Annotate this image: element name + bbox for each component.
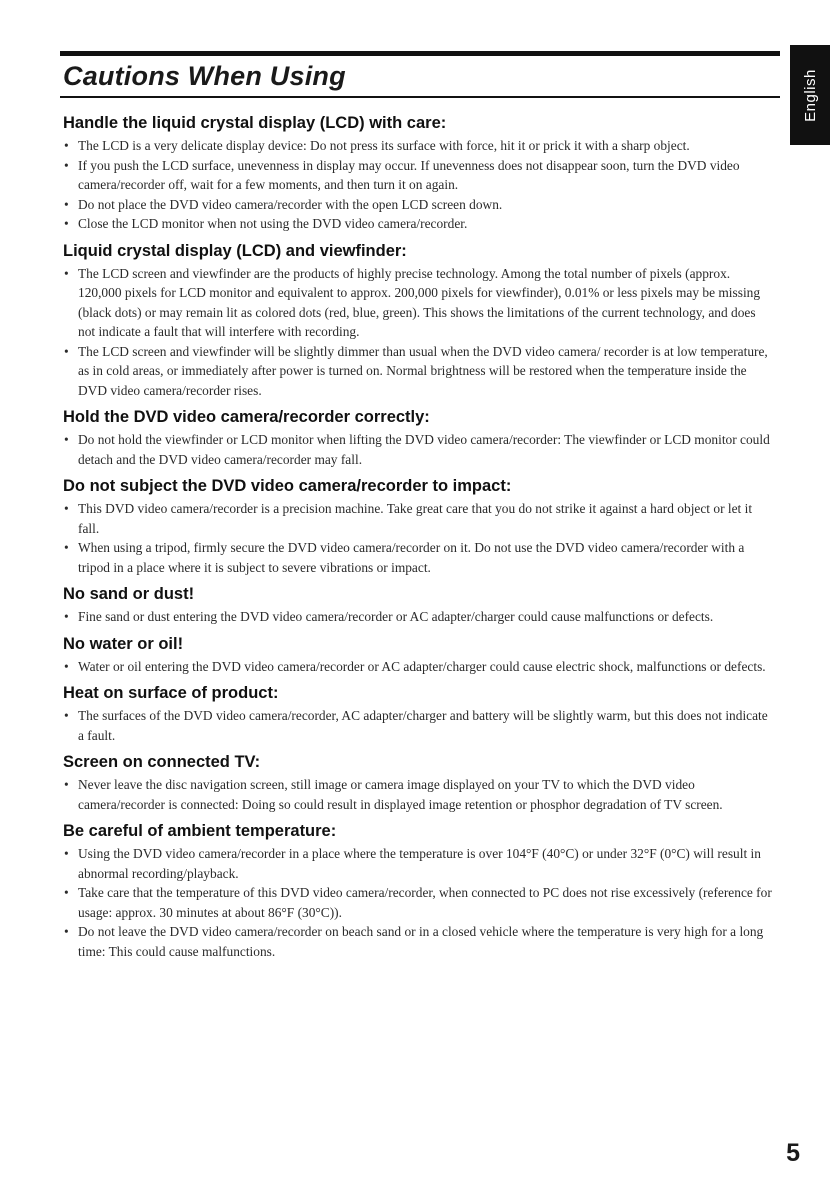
section-heading: Hold the DVD video camera/recorder correctly: xyxy=(63,408,430,426)
bullet-item: • Using the DVD video camera/recorder in a place where the temperature is over 104°F (40°C) or under 32°F (0°C) will result in abnormal recording/playback. xyxy=(63,844,775,883)
language-tab-label: English xyxy=(801,68,819,122)
bullet-item: • The LCD screen and viewfinder are the products of highly precise technology. Among the total number of pixels (approx. 120,000 pixels for LCD monitor and equivalent to approx. 200,000 pixels for viewfinder), 0.01% or less pixels may be missing (black dots) or may remain lit as colored dots (red, blue, green). This shows the limitations of the current technology, and does not indicate a fault that will interfere with recording. xyxy=(63,264,775,342)
top-rule xyxy=(60,51,780,56)
caution-section xyxy=(63,751,775,814)
bullet-item: • This DVD video camera/recorder is a precision machine. Take great care that you do not strike it against a hard object or let it fall. xyxy=(63,499,775,538)
cautions-content xyxy=(63,112,775,967)
bullet-item: • The LCD screen and viewfinder will be slightly dimmer than usual when the DVD video camera/ recorder is at low temperature, as in cold areas, or immediately after power is turned on. Normal brightness will be restored when the temperature inside the DVD video camera/recorder rises. xyxy=(63,342,775,401)
section-heading: Heat on surface of product: xyxy=(63,684,279,702)
caution-section xyxy=(63,112,775,234)
title-rule xyxy=(60,96,780,98)
section-heading: Handle the liquid crystal display (LCD) with care: xyxy=(63,114,447,132)
bullet-item: • Do not place the DVD video camera/recorder with the open LCD screen down. xyxy=(63,195,775,215)
caution-section xyxy=(63,406,775,469)
bullet-item: • When using a tripod, firmly secure the DVD video camera/recorder on it. Do not use the DVD video camera/recorder with a tripod in a place where it is subject to severe vibrations or impact. xyxy=(63,538,775,577)
bullet-list xyxy=(63,264,775,401)
caution-section xyxy=(63,682,775,745)
section-heading: Screen on connected TV: xyxy=(63,753,261,771)
bullet-item: • Do not leave the DVD video camera/recorder on beach sand or in a closed vehicle where the temperature is very high for a long time: This could cause malfunctions. xyxy=(63,922,775,961)
section-heading: Liquid crystal display (LCD) and viewfinder: xyxy=(63,241,407,260)
bullet-list xyxy=(63,607,775,627)
bullet-item: • Do not hold the viewfinder or LCD monitor when lifting the DVD video camera/recorder: The viewfinder or LCD monitor could detach and the DVD video camera/recorder may fall. xyxy=(63,430,775,469)
caution-section xyxy=(63,633,775,677)
bullet-item: • The surfaces of the DVD video camera/recorder, AC adapter/charger and battery will be slightly warm, but this does not indicate a fault. xyxy=(63,706,775,745)
section-heading: No water or oil! xyxy=(63,634,184,653)
bullet-item: • Never leave the disc navigation screen, still image or camera image displayed on your TV to which the DVD video camera/recorder is connected: Doing so could result in displayed image retention or phosphor degradation of TV screen. xyxy=(63,775,775,814)
page-title: Cautions When Using xyxy=(63,61,346,91)
caution-section xyxy=(63,240,775,401)
bullet-item: • Take care that the temperature of this DVD video camera/recorder, when connected to PC does not rise excessively (reference for usage: approx. 30 minutes at about 86°F (30°C)). xyxy=(63,883,775,922)
bullet-item: • Close the LCD monitor when not using the DVD video camera/recorder. xyxy=(63,214,775,234)
bullet-item: • The LCD is a very delicate display device: Do not press its surface with force, hit it or prick it with a sharp object. xyxy=(63,136,775,156)
bullet-list xyxy=(63,657,775,677)
language-tab xyxy=(790,45,830,145)
caution-section xyxy=(63,820,775,961)
bullet-list xyxy=(63,136,775,234)
section-heading: No sand or dust! xyxy=(63,585,195,603)
bullet-list xyxy=(63,499,775,577)
bullet-list xyxy=(63,706,775,745)
bullet-item: • Water or oil entering the DVD video camera/recorder or AC adapter/charger could cause electric shock, malfunctions or defects. xyxy=(63,657,775,677)
section-heading: Do not subject the DVD video camera/recorder to impact: xyxy=(63,477,512,495)
bullet-list xyxy=(63,430,775,469)
page-number: 5 xyxy=(786,1139,800,1167)
bullet-list xyxy=(63,844,775,961)
bullet-item: • Fine sand or dust entering the DVD video camera/recorder or AC adapter/charger could cause malfunctions or defects. xyxy=(63,607,775,627)
bullet-item: • If you push the LCD surface, unevenness in display may occur. If unevenness does not disappear soon, turn the DVD video camera/recorder off, wait for a few moments, and then turn it on again. xyxy=(63,156,775,195)
caution-section xyxy=(63,475,775,577)
section-heading: Be careful of ambient temperature: xyxy=(63,822,337,840)
bullet-list xyxy=(63,775,775,814)
caution-section xyxy=(63,583,775,627)
